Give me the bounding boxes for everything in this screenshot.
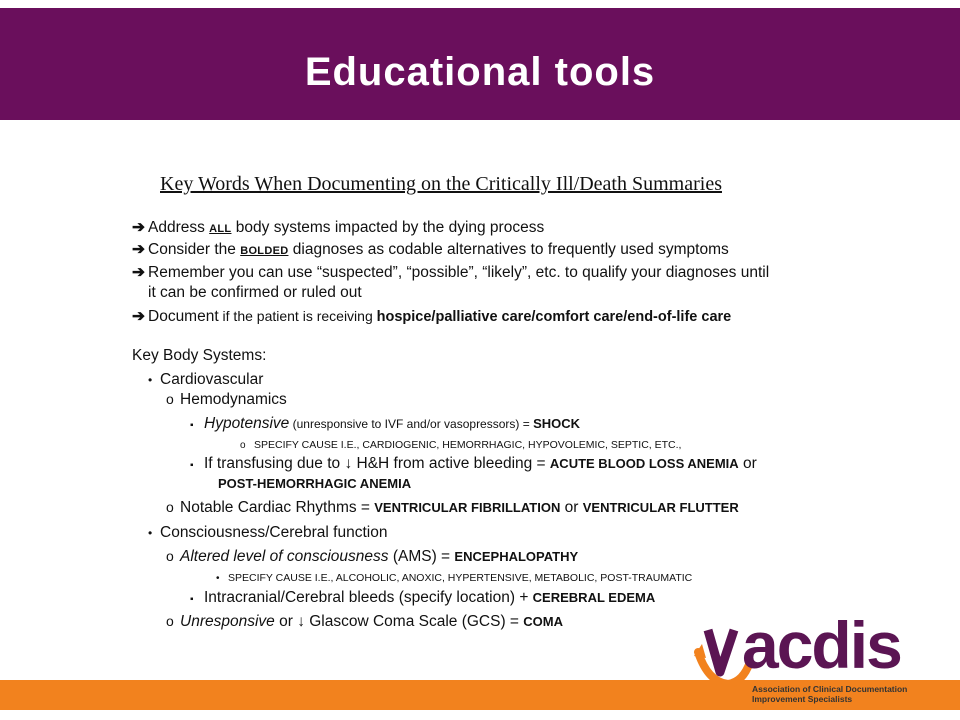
unresponsive-item: o Unresponsive or ↓ Glascow Coma Scale (GCS) = COMA bbox=[166, 613, 564, 630]
square-bullet-icon: ▪ bbox=[190, 594, 194, 605]
point-address: ➔ Address ALL body systems impacted by the dying process bbox=[132, 219, 545, 236]
circle-bullet-icon: o bbox=[166, 391, 174, 407]
bullet-icon: • bbox=[148, 373, 153, 387]
altered-consciousness-item: o Altered level of consciousness (AMS) = ENCEPHALOPATHY bbox=[166, 548, 579, 565]
right-arrow-icon: ➔ bbox=[132, 219, 145, 236]
down-arrow-icon: ↓ bbox=[344, 455, 353, 472]
circle-bullet-icon: o bbox=[240, 440, 246, 451]
square-bullet-icon: ▪ bbox=[190, 420, 194, 431]
post-hemorrhagic-line: POST-HEMORRHAGIC ANEMIA bbox=[218, 476, 412, 491]
cardiovascular-item: • Cardiovascular bbox=[148, 371, 264, 388]
key-body-systems-heading: Key Body Systems: bbox=[132, 347, 267, 364]
specify-cause-cardio: o SPECIFY CAUSE I.E., CARDIOGENIC, HEMORRHAGIC, HYPOVOLEMIC, SEPTIC, ETC., bbox=[240, 434, 681, 455]
down-arrow-icon: ↓ bbox=[297, 613, 305, 630]
circle-bullet-icon: o bbox=[166, 548, 174, 564]
point-remember-cont: it can be confirmed or ruled out bbox=[148, 284, 362, 301]
right-arrow-icon: ➔ bbox=[132, 241, 145, 258]
header-bar bbox=[0, 8, 960, 120]
point-document: ➔ Document if the patient is receiving hospice/palliative care/comfort care/end-of-life care bbox=[132, 308, 732, 325]
bullet-icon: • bbox=[148, 526, 153, 540]
bullet-icon: • bbox=[216, 573, 220, 584]
acdis-logo bbox=[688, 608, 940, 716]
cardiac-rhythms-item: o Notable Cardiac Rhythms = VENTRICULAR FIBRILLATION or VENTRICULAR FLUTTER bbox=[166, 499, 739, 516]
document-title: Key Words When Documenting on the Critically Ill/Death Summaries bbox=[160, 173, 722, 195]
consciousness-item: • Consciousness/Cerebral function bbox=[148, 524, 388, 541]
right-arrow-icon: ➔ bbox=[132, 308, 145, 325]
logo-wordmark: acdis bbox=[742, 608, 901, 682]
square-bullet-icon: ▪ bbox=[190, 460, 194, 471]
logo-subtitle: Association of Clinical Documentation Improvement Specialists bbox=[752, 684, 908, 704]
circle-bullet-icon: o bbox=[166, 499, 174, 515]
point-remember: ➔ Remember you can use “suspected”, “possible”, “likely”, etc. to qualify your diagnoses until bbox=[132, 264, 770, 281]
hypotensive-item: ▪ Hypotensive (unresponsive to IVF and/or vasopressors) = SHOCK bbox=[190, 414, 580, 435]
right-arrow-icon: ➔ bbox=[132, 264, 145, 281]
cerebral-bleeds-item: ▪ Intracranial/Cerebral bleeds (specify location) + CEREBRAL EDEMA bbox=[190, 588, 655, 609]
transfusing-item: ▪ If transfusing due to ↓ H&H from active bleeding = ACUTE BLOOD LOSS ANEMIA or bbox=[190, 454, 757, 475]
hemodynamics-item: o Hemodynamics bbox=[166, 391, 287, 408]
circle-bullet-icon: o bbox=[166, 613, 174, 629]
specify-cause-cerebral: • SPECIFY CAUSE I.E., ALCOHOLIC, ANOXIC, HYPERTENSIVE, METABOLIC, POST-TRAUMATIC bbox=[216, 567, 692, 588]
point-consider: ➔ Consider the BOLDED diagnoses as codable alternatives to frequently used symptoms bbox=[132, 241, 729, 258]
page-title: Educational tools bbox=[304, 50, 656, 94]
